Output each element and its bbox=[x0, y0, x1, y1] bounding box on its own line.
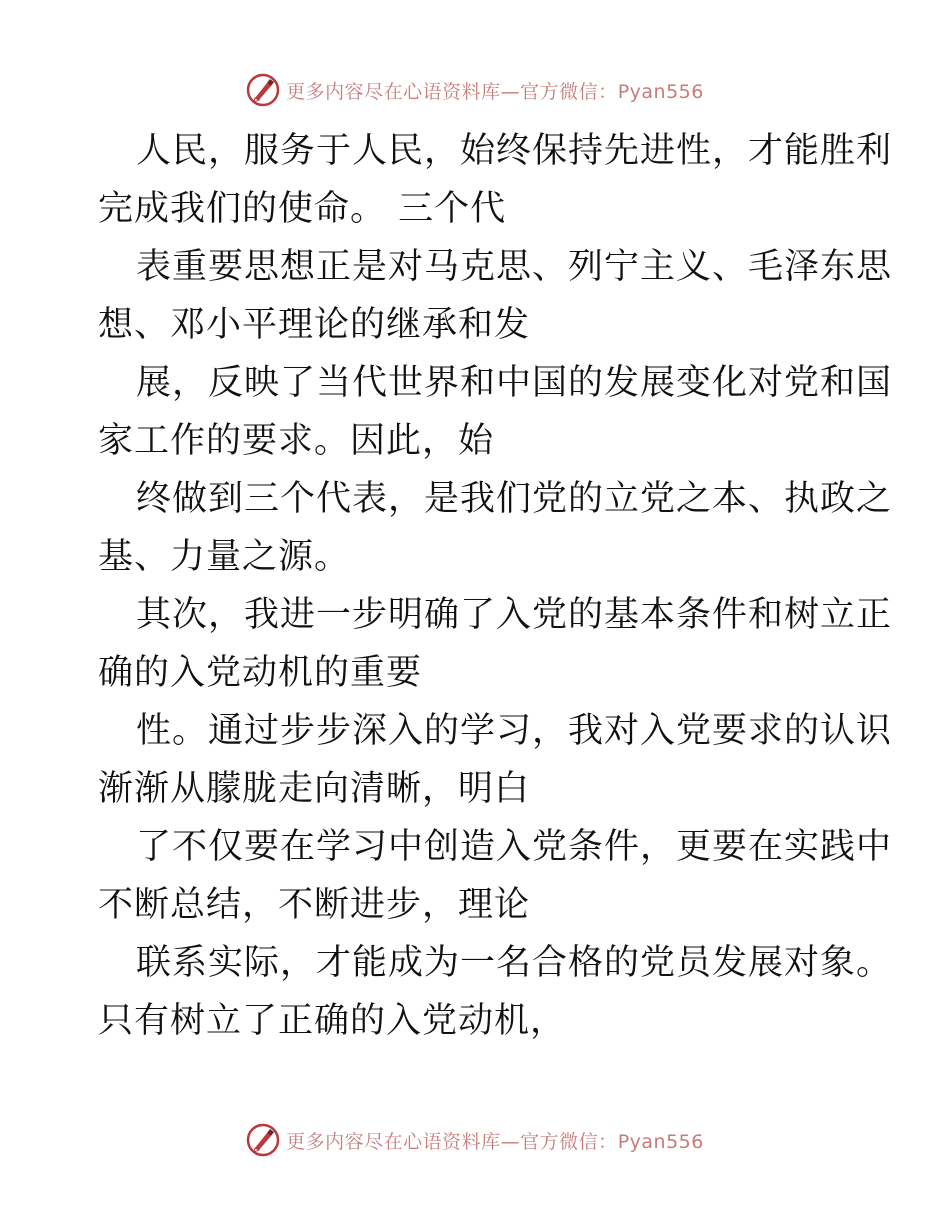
header-banner bbox=[0, 70, 950, 110]
paragraph-line: 性。通过步步深入的学习，我对入党要求的认识 bbox=[136, 711, 893, 751]
header-wechat-label: 官方微信： bbox=[520, 80, 618, 103]
paragraph-line: 展，反映了当代世界和中国的发展变化对党和国 bbox=[136, 363, 893, 403]
paragraph-line: 家工作的要求。因此，始 bbox=[98, 421, 495, 461]
footer-banner-text bbox=[286, 1127, 704, 1154]
header-wechat-id: Pyan556 bbox=[617, 80, 704, 103]
footer-separator: — bbox=[500, 1130, 521, 1153]
paragraph-line: 只有树立了正确的入党动机， bbox=[98, 1001, 567, 1041]
paragraph bbox=[98, 934, 893, 1050]
paragraph bbox=[98, 818, 893, 934]
paragraph-line: 其次，我进一步明确了入党的基本条件和树立正 bbox=[136, 595, 893, 635]
pen-logo-icon bbox=[246, 1123, 280, 1157]
footer-logo-text: 更多内容尽在心语资料库 bbox=[286, 1130, 501, 1153]
paragraph-line: 联系实际，才能成为一名合格的党员发展对象。 bbox=[136, 943, 893, 983]
paragraph-line: 表重要思想正是对马克思、列宁主义、毛泽东思 bbox=[136, 247, 893, 287]
paragraph bbox=[98, 354, 893, 470]
paragraph bbox=[98, 470, 893, 586]
paragraph-line: 想、邓小平理论的继承和发 bbox=[98, 305, 531, 345]
paragraph-line: 不断总结，不断进步，理论 bbox=[98, 885, 531, 925]
paragraph-line: 渐渐从朦胧走向清晰，明白 bbox=[98, 769, 531, 809]
paragraph bbox=[98, 586, 893, 702]
paragraph-line: 终做到三个代表，是我们党的立党之本、执政之 bbox=[136, 479, 893, 519]
header-logo-text: 更多内容尽在心语资料库 bbox=[286, 80, 501, 103]
paragraph-line: 了不仅要在学习中创造入党条件，更要在实践中 bbox=[136, 827, 893, 867]
paragraph bbox=[98, 122, 893, 238]
footer-wechat-id: Pyan556 bbox=[617, 1130, 704, 1153]
footer-banner bbox=[0, 1120, 950, 1160]
paragraph-line: 确的入党动机的重要 bbox=[98, 653, 423, 693]
paragraph-line: 基、力量之源。 bbox=[98, 537, 351, 577]
header-separator: — bbox=[500, 80, 521, 103]
paragraph bbox=[98, 238, 893, 354]
paragraph-line: 人民，服务于人民，始终保持先进性，才能胜利 bbox=[136, 131, 893, 171]
document-body bbox=[98, 122, 893, 1050]
paragraph-line: 完成我们的使命。 三个代 bbox=[98, 189, 507, 229]
footer-wechat-label: 官方微信： bbox=[520, 1130, 618, 1153]
pen-logo-icon bbox=[246, 73, 280, 107]
header-banner-text bbox=[286, 77, 704, 104]
paragraph bbox=[98, 702, 893, 818]
